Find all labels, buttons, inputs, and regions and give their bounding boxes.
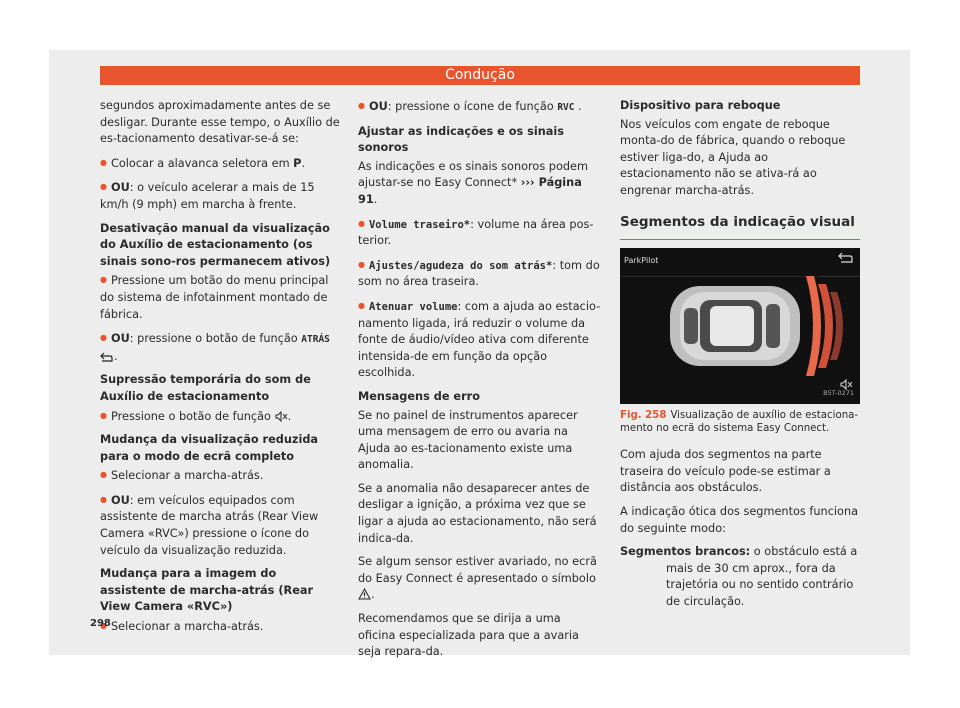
car-top-view-illustration <box>620 248 860 404</box>
bullet: ● OU: o veículo acelerar a mais de 15 km/h (9 mph) em marcha à frente. <box>100 179 340 213</box>
bullet: ● Pressione o botão de função . <box>100 408 340 426</box>
bullet: ● Selecionar a marcha-atrás. <box>100 467 340 485</box>
bullet: ● OU: pressione o ícone de função RVC . <box>358 98 601 117</box>
figure-code: B5T-0271 <box>823 388 854 397</box>
paragraph: Se a anomalia não desaparecer antes de desligar a ignição, a próxima vez que se ligar a ajuda ao estacionamento, não será indica-da. <box>358 481 597 545</box>
bullet: ● Selecionar a marcha-atrás. <box>100 618 340 636</box>
page-header: Condução <box>100 66 860 85</box>
bullet: ● Atenuar volume: com a ajuda ao estacio-namento ligada, irá reduzir o volume da fonte de áudio/vídeo ativa com diferente intensida-de em função da opção escolhida. <box>358 298 601 382</box>
bullet: ● Ajustes/agudeza do som atrás*: tom do som no área traseira. <box>358 257 601 291</box>
bullet: ● Colocar a alavanca seletora em P. <box>100 155 340 173</box>
paragraph: Com ajuda dos segmentos na parte traseira do veículo pode-se estimar a distância aos obstáculos. <box>620 448 831 495</box>
figure-screen-label: ParkPilot <box>624 256 659 266</box>
column-1 <box>100 98 340 643</box>
figure-caption: Fig. 258 Visualização de auxílio de estaciona-mento no ecrã do sistema Easy Connect. <box>620 410 859 435</box>
section-title: Segmentos da indicação visual <box>620 214 860 241</box>
heading: Mudança da visualização reduzida para o modo de ecrã completo <box>100 433 319 463</box>
sound-off-icon <box>275 411 288 422</box>
column-3 <box>620 98 860 618</box>
back-arrow-icon <box>100 352 114 362</box>
definition: Segmentos brancos: o obstáculo está a mais de 30 cm aprox., fora da trajetória ou no sentido contrário de circulação. <box>620 545 858 608</box>
parkpilot-figure <box>620 248 860 404</box>
heading: Dispositivo para reboque <box>620 99 781 112</box>
page-reference-link[interactable]: ››› Página 91 <box>358 176 582 206</box>
heading: Mensagens de erro <box>358 389 480 403</box>
heading: Ajustar as indicações e os sinais sonoros <box>358 124 565 155</box>
paragraph: Recomendamos que se dirija a uma oficina especializada para que a avaria seja repara-da. <box>358 612 579 659</box>
bullet: ● Volume traseiro*: volume na área pos-terior. <box>358 216 601 250</box>
heading: Mudança para a imagem do assistente de marcha-atrás (Rear View Camera «RVC») <box>100 567 314 614</box>
column-2 <box>358 98 601 668</box>
bullet: ● OU: pressione o botão de função ATRÁS . <box>100 330 340 365</box>
heading: Supressão temporária do som de Auxílio de estacionamento <box>100 373 311 403</box>
paragraph: A indicação ótica dos segmentos funciona do seguinte modo: <box>620 504 859 535</box>
paragraph: Nos veículos com engate de reboque monta-do de fábrica, quando o reboque estiver liga-do, a Ajuda ao estacionamento não se ativa-rá ao engrenar marcha-atrás. <box>620 117 846 197</box>
warning-triangle-icon <box>358 588 371 600</box>
bullet: ● Pressione um botão do menu principal do sistema de infotainment montado de fábrica. <box>100 272 340 323</box>
page-number: 298 <box>90 618 111 629</box>
paragraph: segundos aproximadamente antes de se desligar. Durante esse tempo, o Auxílio de es-tacionamento desativar-se-á se: <box>100 99 340 146</box>
bullet: ● OU: em veículos equipados com assistente de marcha atrás (Rear View Camera «RVC») pressione o ícone do veículo da visualização reduzida. <box>100 492 340 559</box>
paragraph: Se no painel de instrumentos aparecer uma mensagem de erro ou avaria na Ajuda ao es-tacionamento existe uma anomalia. <box>358 408 578 472</box>
paragraph: Se algum sensor estiver avariado, no ecrã do Easy Connect é apresentado o símbolo . <box>358 555 597 602</box>
heading: Desativação manual da visualização do Auxílio de estacionamento (os sinais sono-ros permanecem ativos) <box>100 221 331 268</box>
paragraph: As indicações e os sinais sonoros podem ajustar-se no Easy Connect* ››› Página 91. <box>358 159 589 206</box>
